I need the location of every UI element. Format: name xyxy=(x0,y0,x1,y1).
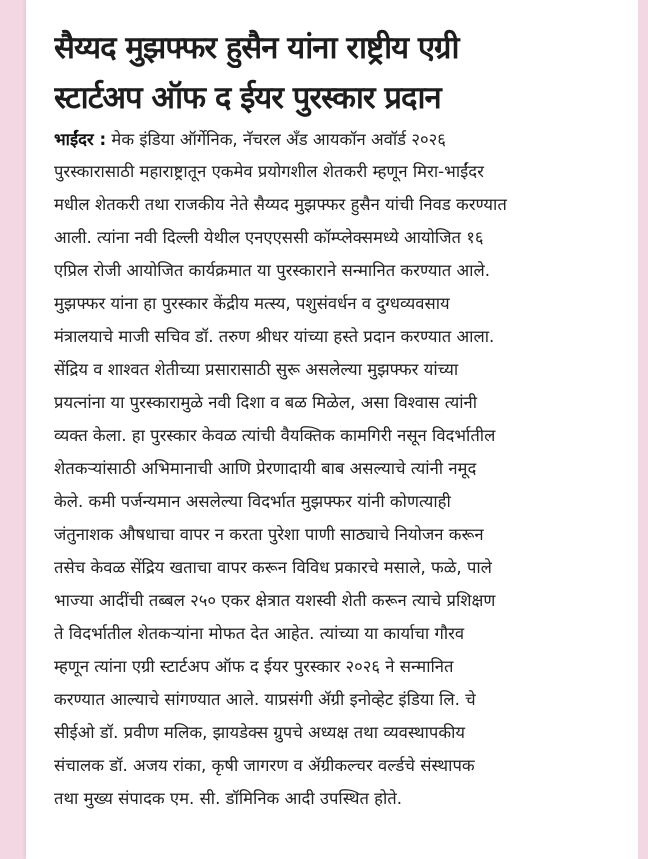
article-body-line-11: शेतकऱ्यांसाठी अभिमानाची आणि प्रेरणादायी बाब असल्याचे त्यांनी नमूद xyxy=(54,459,477,478)
article-body-line-6: मुझफ्फर यांना हा पुरस्कार केंद्रीय मत्स्य, पशुसंवर्धन व दुग्धव्यवसाय xyxy=(54,294,450,313)
article-body-line-15: भाज्या आदींची तब्बल २५० एकर क्षेत्रात यशस्वी शेती करून त्याचे प्रशिक्षण xyxy=(54,591,496,610)
article-body-text: मेक इंडिया ऑर्गेनिक, नॅचरल अँड आयकॉन अवॉर्ड २०२६ xyxy=(111,130,446,149)
article-body-line-19: सीईओ डॉ. प्रवीण मलिक, झायडेक्स ग्रुपचे अध्यक्ष तथा व्यवस्थापकीय xyxy=(54,723,466,742)
newspaper-clipping xyxy=(26,0,638,859)
article-body-line-20: संचालक डॉ. अजय रांका, कृषी जागरण व ॲग्रीकल्चर वर्ल्डचे संस्थापक xyxy=(54,756,475,775)
article-body-line-12: केले. कमी पर्जन्यमान असलेल्या विदर्भात मुझफ्फर यांनी कोणत्याही xyxy=(54,492,451,511)
article-body-line-7: मंत्रालयाचे माजी सचिव डॉ. तरुण श्रीधर यांच्या हस्ते प्रदान करण्यात आला. xyxy=(54,327,495,346)
article-body-line-4: आली. त्यांना नवी दिल्ली येथील एनएएससी कॉम्प्लेक्समध्ये आयोजित १६ xyxy=(54,228,484,247)
headline-line-2: स्टार्टअप ऑफ द ईयर पुरस्कार प्रदान xyxy=(54,80,441,116)
headline-line-1: सैय्यद मुझफ्फर हुसैन यांना राष्ट्रीय एग्री xyxy=(54,30,459,66)
article-body-line-17: म्हणून त्यांना एग्री स्टार्टअप ऑफ द ईयर पुरस्कार २०२६ ने सन्मानित xyxy=(54,657,454,676)
article-body-line-21: तथा मुख्य संपादक एम. सी. डॉमिनिक आदी उपस्थित होते. xyxy=(54,789,403,808)
article-body-line-16: ते विदर्भातील शेतकऱ्यांना मोफत देत आहेत. त्यांच्या या कार्याचा गौरव xyxy=(54,624,465,643)
article-body-line-2: पुरस्कारासाठी महाराष्ट्रातून एकमेव प्रयोगशील शेतकरी म्हणून मिरा-भाईंदर xyxy=(54,162,484,181)
article-body-line-14: तसेच केवळ सेंद्रिय खताचा वापर करून विविध प्रकारचे मसाले, फळे, पाले xyxy=(54,558,492,577)
article-body-line-9: प्रयत्नांना या पुरस्कारामुळे नवी दिशा व बळ मिळेल, असा विश्वास त्यांनी xyxy=(54,393,478,412)
article-body-line-10: व्यक्त केला. हा पुरस्कार केवळ त्यांची वैयक्तिक कामगिरी नसून विदर्भातील xyxy=(54,426,496,445)
article-body-line-18: करण्यात आल्याचे सांगण्यात आले. याप्रसंगी ॲग्री इनोव्हेट इंडिया लि. चे xyxy=(54,690,476,709)
article-body-line-8: सेंद्रिय व शाश्वत शेतीच्या प्रसारासाठी सुरू असलेल्या मुझफ्फर यांच्या xyxy=(54,360,459,379)
article-body-line-3: मधील शेतकरी तथा राजकीय नेते सैय्यद मुझफ्फर हुसैन यांची निवड करण्यात xyxy=(54,195,507,214)
article-body-line-5: एप्रिल रोजी आयोजित कार्यक्रमात या पुरस्काराने सन्मानित करण्यात आले. xyxy=(54,261,490,280)
article-body-line-13: जंतुनाशक औषधाचा वापर न करता पुरेशा पाणी साठ्याचे नियोजन करून xyxy=(54,525,484,544)
article-body-line-1 xyxy=(54,128,642,152)
dateline: भाईंदर : xyxy=(54,130,107,149)
